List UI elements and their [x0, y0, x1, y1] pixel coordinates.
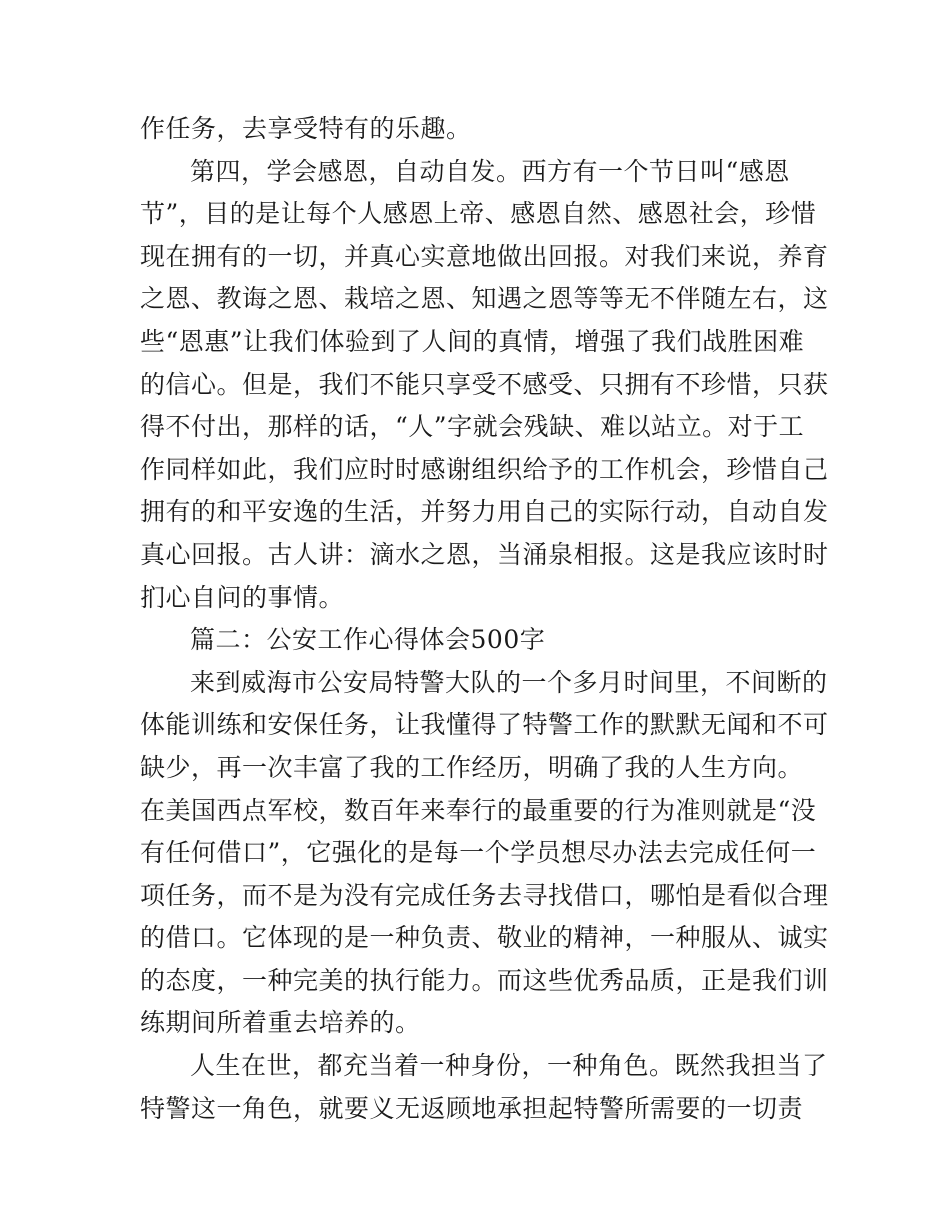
text-line: 之恩、教诲之恩、栽培之恩、知遇之恩等等无不伴随左右，这 — [140, 284, 829, 314]
text-line: 人生在世，都充当着一种身份，一种角色。既然我担当了 — [190, 1051, 828, 1081]
text-line: 作同样如此，我们应时时感谢组织给予的工作机会，珍惜自己 — [140, 454, 829, 484]
text-line: 第四，学会感恩，自动自发。西方有一个节日叫“感恩 — [190, 156, 790, 186]
text-line: 体能训练和安保任务，让我懂得了特警工作的默默无闻和不可 — [140, 710, 829, 740]
text-line: 的态度，一种完美的执行能力。而这些优秀品质，正是我们训 — [140, 965, 829, 995]
text-line: 节”，目的是让每个人感恩上帝、感恩自然、感恩社会，珍惜 — [140, 199, 817, 229]
text-line: 真心回报。古人讲：滴水之恩，当涌泉相报。这是我应该时时 — [140, 539, 829, 569]
text-line: 拥有的和平安逸的生活，并努力用自己的实际行动，自动自发 — [140, 497, 829, 527]
text-line: 现在拥有的一切，并真心实意地做出回报。对我们来说，养育 — [140, 241, 829, 271]
text-line: 的信心。但是，我们不能只享受不感受、只拥有不珍惜，只获 — [140, 369, 829, 399]
text-line: 来到威海市公安局特警大队的一个多月时间里，不间断的 — [190, 667, 828, 697]
text-line: 的借口。它体现的是一种负责、敬业的精神，一种服从、诚实 — [140, 923, 829, 953]
text-line: 有任何借口”，它强化的是每一个学员想尽办法去完成任何一 — [140, 838, 817, 868]
text-line: 练期间所着重去培养的。 — [140, 1008, 421, 1038]
text-line: 作任务，去享受特有的乐趣。 — [140, 114, 472, 143]
text-line: 在美国西点军校，数百年来奉行的最重要的行为准则就是“没 — [140, 795, 817, 825]
text-line: 得不付出，那样的话，“人”字就会残缺、难以站立。对于工 — [140, 412, 805, 442]
text-line: 缺少，再一次丰富了我的工作经历，明确了我的人生方向。 — [140, 752, 804, 782]
document-body — [140, 108, 829, 1130]
text-line: 扪心自问的事情。 — [140, 582, 345, 612]
text-line: 些“恩惠”让我们体验到了人间的真情，增强了我们战胜困难 — [140, 326, 805, 356]
text-line: 特警这一角色，就要义无返顾地承担起特警所需要的一切责 — [140, 1093, 804, 1123]
text-line: 项任务，而不是为没有完成任务去寻找借口，哪怕是看似合理 — [140, 880, 829, 910]
text-line: 篇二：公安工作心得体会500字 — [190, 625, 546, 655]
